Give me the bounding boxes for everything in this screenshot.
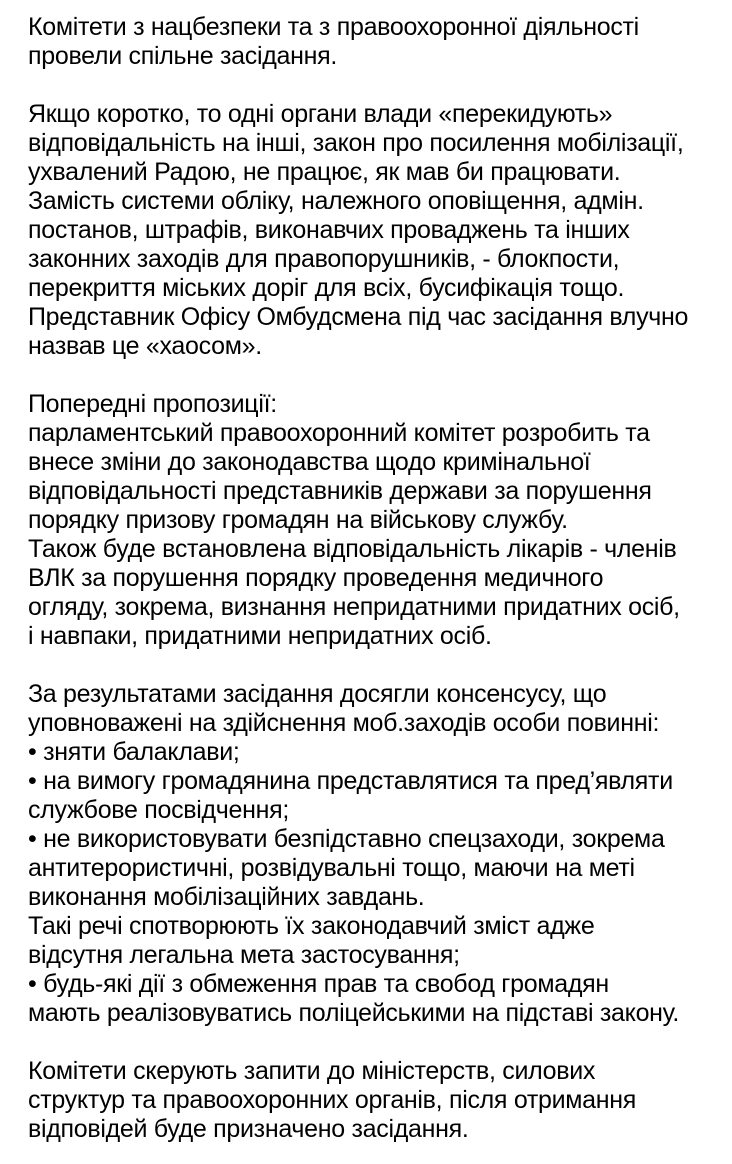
text-line: порядку призову громадян на військову службу.: [28, 506, 568, 534]
text-line: перекриття міських доріг для всіх, бусифікація тощо.: [28, 274, 625, 302]
text-line: Комітети з нацбезпеки та з правоохоронної діяльності: [28, 13, 639, 41]
text-line: відповідей буде призначено засідання.: [28, 1115, 469, 1143]
text-line: За результатами засідання досягли консенсусу, що: [28, 680, 607, 708]
text-line: Попередні пропозиції:: [28, 390, 277, 418]
text-line: ухвалений Радою, не працює, як мав би працювати.: [28, 158, 621, 186]
text-line: службове посвідчення;: [28, 796, 290, 824]
consensus-paragraph: [28, 680, 712, 1028]
text-line: уповноважені на здійснення моб.заходів особи повинні:: [28, 709, 660, 737]
intro-paragraph: [28, 13, 712, 71]
text-line: відповідальності представників держави за порушення: [28, 477, 652, 505]
text-line: назвав це «хаосом».: [28, 332, 262, 360]
text-line: Такі речі спотворюють їх законодавчий зміст адже: [28, 912, 595, 940]
text-line: Замість системи обліку, належного оповіщення, адмін.: [28, 187, 644, 215]
proposals-paragraph: [28, 390, 712, 651]
text-line: структур та правоохоронних органів, після отримання: [28, 1086, 637, 1114]
text-line: огляду, зокрема, визнання непридатними придатних осіб,: [28, 593, 680, 621]
text-line: Також буде встановлена відповідальність лікарів - членів: [28, 535, 677, 563]
text-line: відсутня легальна мета застосування;: [28, 941, 460, 969]
text-line: відповідальність на інші, закон про посилення мобілізації,: [28, 129, 684, 157]
text-line: мають реалізовуватись поліцейськими на підставі закону.: [28, 999, 680, 1027]
text-line: Комітети скерують запити до міністерств, силових: [28, 1057, 596, 1085]
summary-paragraph: [28, 100, 712, 361]
text-line: законних заходів для правопорушників, - блокпости,: [28, 245, 620, 273]
text-line: постанов, штрафів, виконавчих проваджень та інших: [28, 216, 630, 244]
text-line: • зняти балаклави;: [28, 738, 240, 766]
text-line: антитерористичні, розвідувальні тощо, маючи на меті: [28, 854, 635, 882]
text-line: і навпаки, придатними непридатних осіб.: [28, 622, 492, 650]
text-line: внесе зміни до законодавства щодо кримінальної: [28, 448, 591, 476]
text-line: провели спільне засідання.: [28, 42, 337, 70]
text-line: виконання мобілізаційних завдань.: [28, 883, 425, 911]
paragraph-list: [28, 13, 712, 1144]
text-line: Якщо коротко, то одні органи влади «перекидують»: [28, 100, 613, 128]
text-line: ВЛК за порушення порядку проведення медичного: [28, 564, 604, 592]
text-line: • на вимогу громадянина представлятися та пред’являти: [28, 767, 673, 795]
text-line: Представник Офісу Омбудсмена під час засідання влучно: [28, 303, 689, 331]
text-line: • будь-які дії з обмеження прав та свобод громадян: [28, 970, 609, 998]
text-line: • не використовувати безпідставно спецзаходи, зокрема: [28, 825, 665, 853]
text-line: парламентський правоохоронний комітет розробить та: [28, 419, 650, 447]
closing-paragraph: [28, 1057, 712, 1144]
